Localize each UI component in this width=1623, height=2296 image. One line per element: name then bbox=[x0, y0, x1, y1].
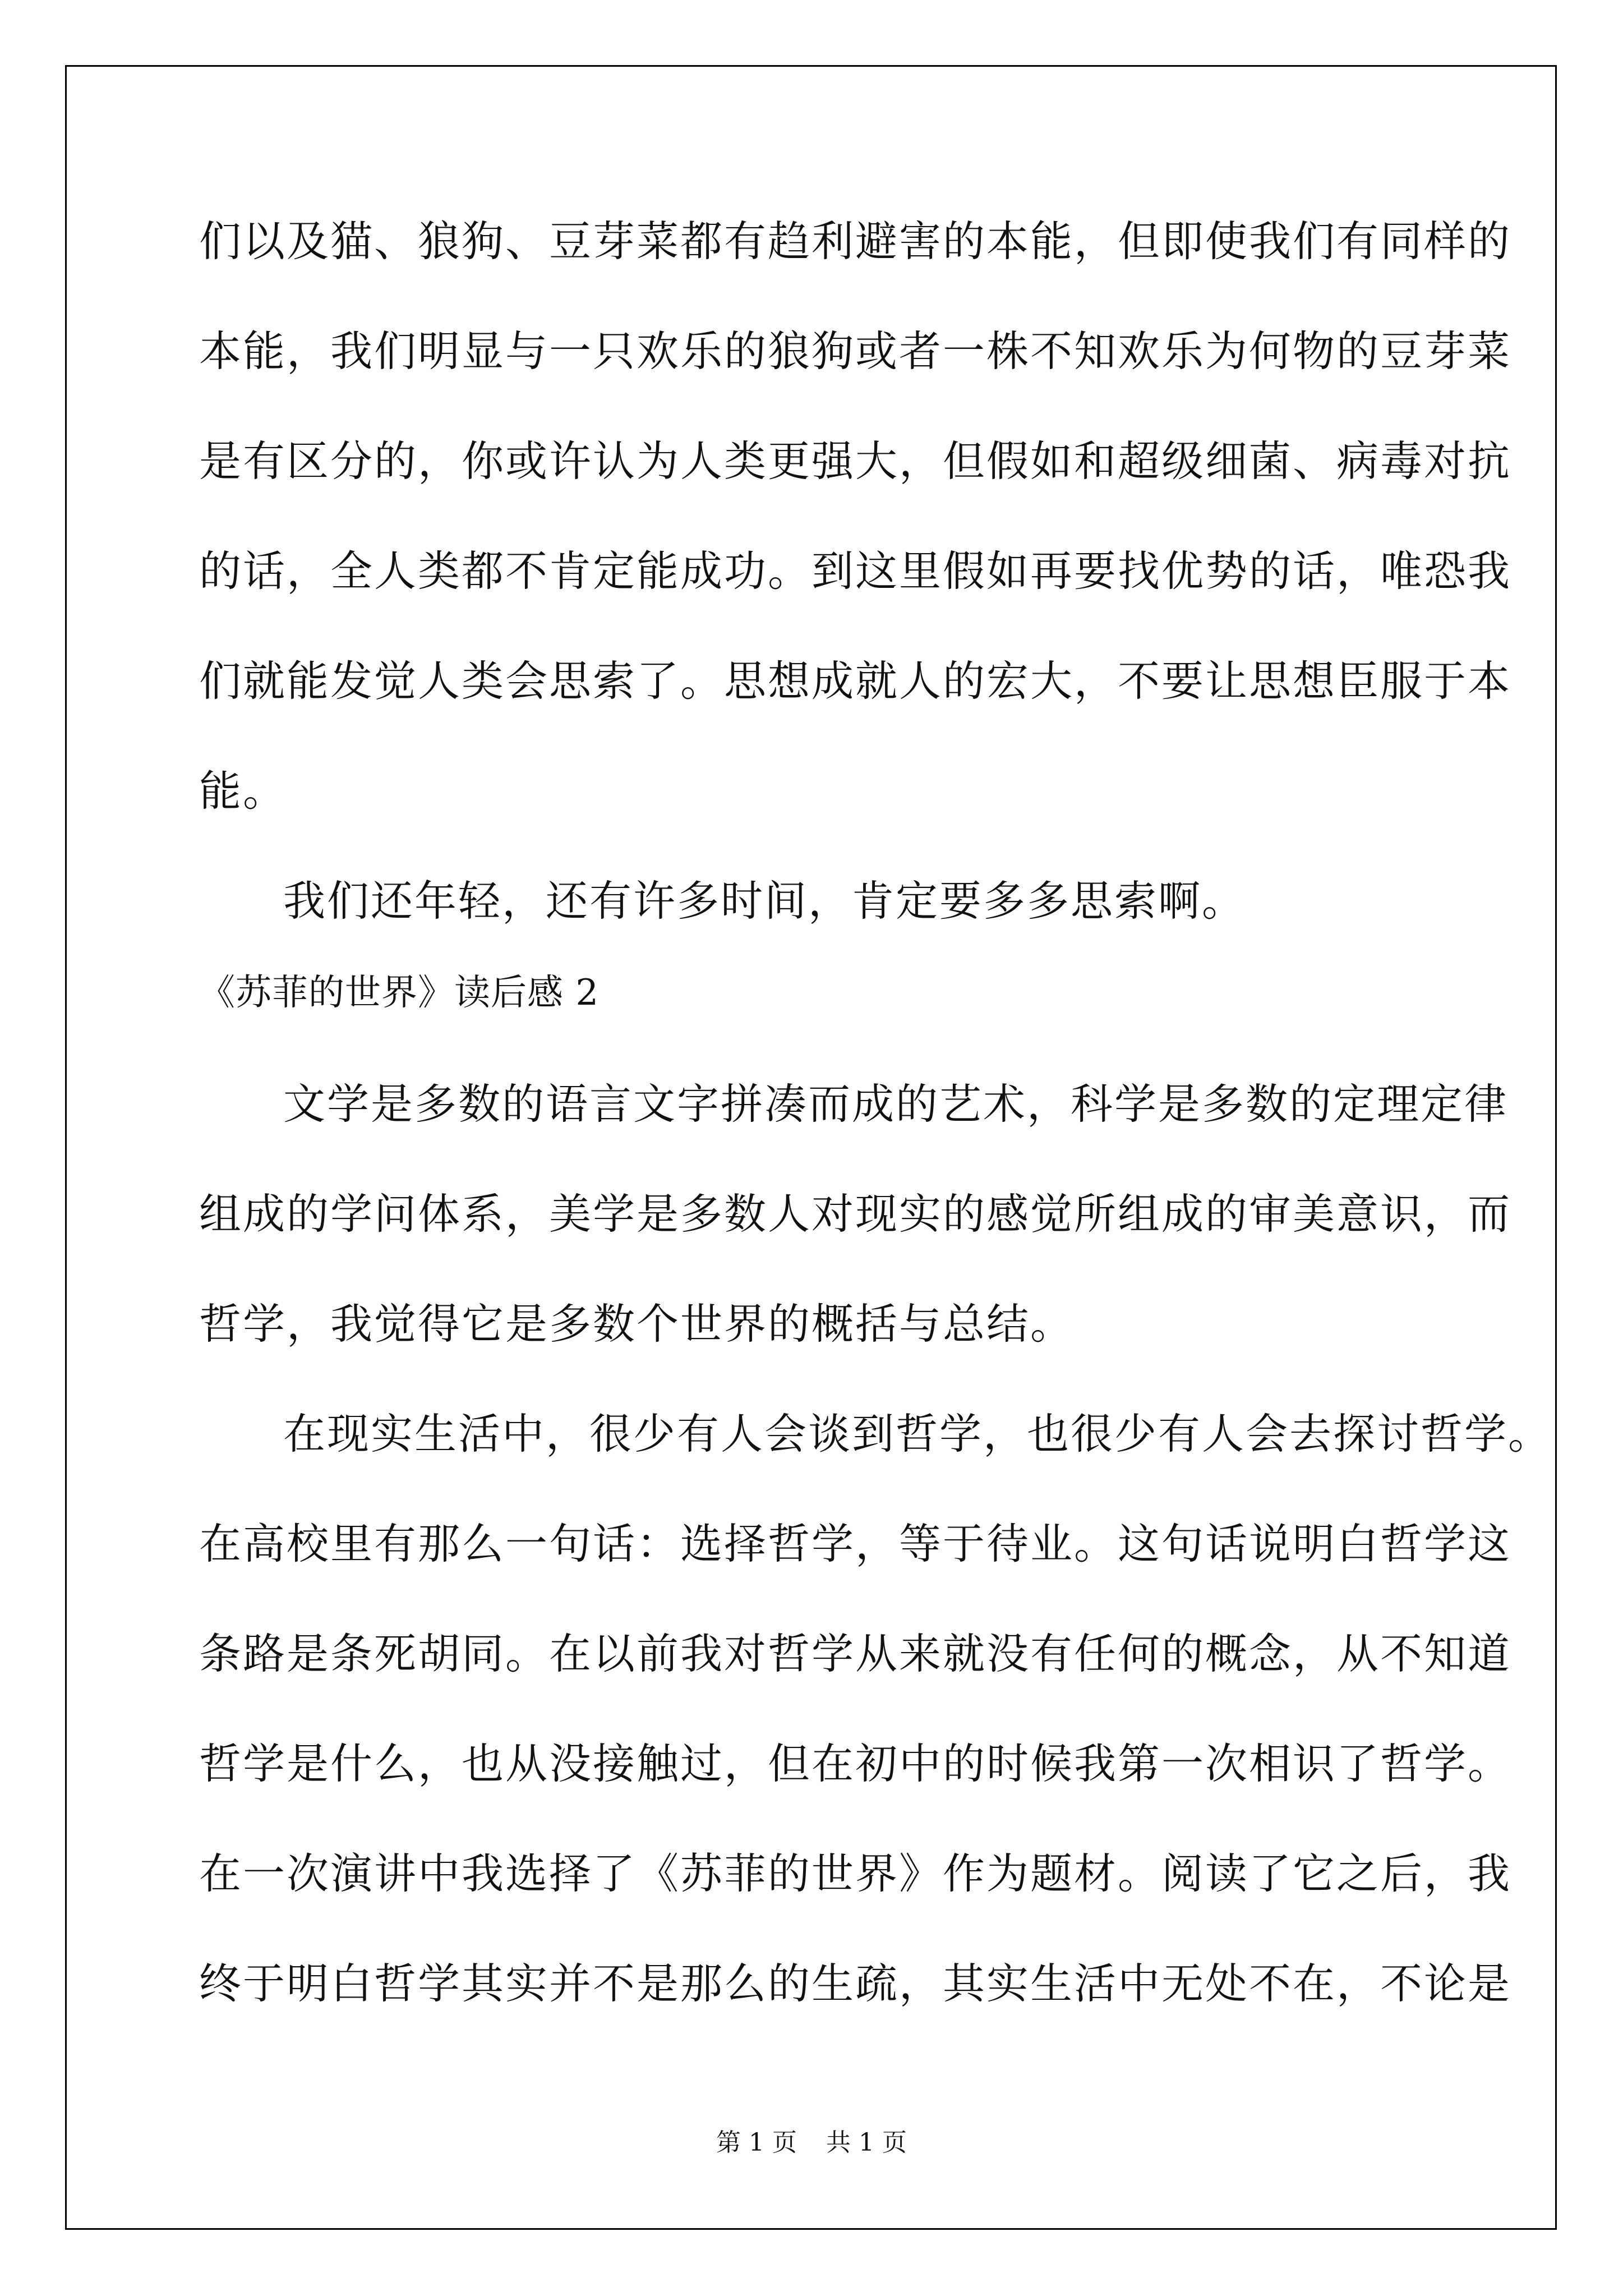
text-line: 终于明白哲学其实并不是那么的生疏，其实生活中无处不在，不论是 bbox=[199, 1959, 1512, 2008]
text-line: 本能，我们明显与一只欢乐的狼狗或者一株不知欢乐为何物的豆芽菜 bbox=[199, 326, 1512, 376]
text-line: 我们还年轻，还有许多时间，肯定要多多思索啊。 bbox=[283, 876, 1246, 926]
text-line: 们以及猫、狼狗、豆芽菜都有趋利避害的本能，但即使我们有同样的 bbox=[199, 217, 1512, 266]
page-footer bbox=[0, 2126, 1623, 2160]
text-line: 的话，全人类都不肯定能成功。到这里假如再要找优势的话，唯恐我 bbox=[199, 546, 1512, 596]
text-line: 条路是条死胡同。在以前我对哲学从来就没有任何的概念，从不知道 bbox=[199, 1629, 1512, 1678]
text-line: 是有区分的，你或许认为人类更强大，但假如和超级细菌、病毒对抗 bbox=[199, 436, 1512, 486]
text-line: 哲学，我觉得它是多数个世界的概括与总结。 bbox=[199, 1299, 1075, 1349]
text-line: 在高校里有那么一句话：选择哲学，等于待业。这句话说明白哲学这 bbox=[199, 1519, 1512, 1568]
section-heading: 《苏菲的世界》读后感 2 bbox=[199, 972, 600, 1014]
text-line: 能。 bbox=[199, 766, 287, 816]
text-line: 们就能发觉人类会思索了。思想成就人的宏大，不要让思想臣服于本 bbox=[199, 656, 1512, 706]
text-line: 在一次演讲中我选择了《苏菲的世界》作为题材。阅读了它之后，我 bbox=[199, 1849, 1512, 1898]
page-number: 第 1 页 bbox=[716, 2128, 797, 2157]
text-line: 在现实生活中，很少有人会谈到哲学，也很少有人会去探讨哲学。 bbox=[283, 1409, 1552, 1458]
text-line: 文学是多数的语言文字拼凑而成的艺术，科学是多数的定理定律 bbox=[283, 1079, 1509, 1129]
text-line: 哲学是什么，也从没接触过，但在初中的时候我第一次相识了哲学。 bbox=[199, 1739, 1512, 1788]
page-total: 共 1 页 bbox=[826, 2128, 907, 2157]
text-line: 组成的学问体系，美学是多数人对现实的感觉所组成的审美意识，而 bbox=[199, 1189, 1512, 1239]
